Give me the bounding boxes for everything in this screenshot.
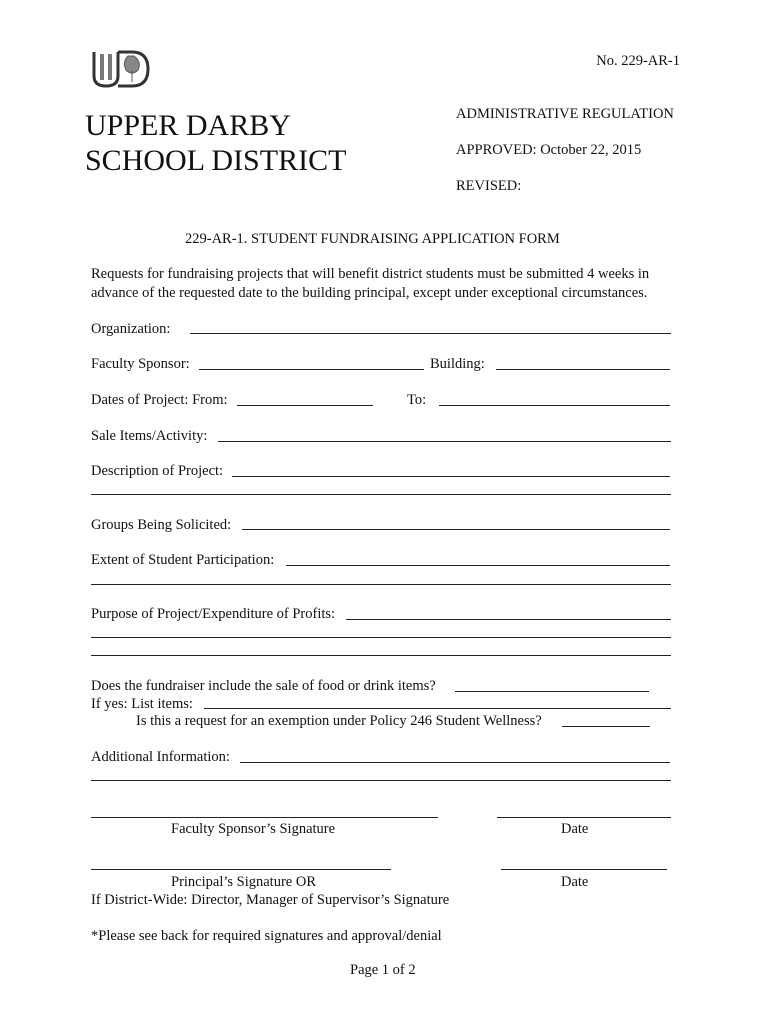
revised-label: REVISED: — [456, 178, 522, 194]
dates-from-field[interactable] — [237, 405, 373, 406]
district-name-line1: UPPER DARBY — [85, 109, 291, 142]
district-wide-label: If District-Wide: Director, Manager of Supervisor’s Signature — [91, 892, 450, 908]
exemption-label: Is this a request for an exemption under Policy 246 Student Wellness? — [136, 713, 542, 729]
principal-date-label: Date — [561, 874, 589, 890]
dates-from-label: Dates of Project: From: — [91, 392, 228, 408]
building-label: Building: — [430, 356, 485, 372]
page-number: Page 1 of 2 — [350, 962, 416, 978]
dates-to-field[interactable] — [439, 405, 670, 406]
organization-label: Organization: — [91, 321, 171, 337]
footnote: *Please see back for required signatures and approval/denial — [91, 928, 442, 944]
district-logo — [88, 46, 152, 92]
additional-info-field[interactable] — [240, 762, 670, 763]
description-field[interactable] — [232, 476, 670, 477]
exemption-field[interactable] — [562, 726, 650, 727]
sale-items-label: Sale Items/Activity: — [91, 428, 208, 444]
sale-items-field[interactable] — [218, 441, 671, 442]
faculty-date-label: Date — [561, 821, 589, 837]
purpose-field[interactable] — [346, 619, 671, 620]
extent-field[interactable] — [286, 565, 670, 566]
form-title: 229-AR-1. STUDENT FUNDRAISING APPLICATION FORM — [185, 231, 560, 247]
description-label: Description of Project: — [91, 463, 224, 479]
description-field-line-2[interactable] — [91, 494, 671, 495]
faculty-date-line[interactable] — [497, 817, 671, 818]
faculty-sponsor-label: Faculty Sponsor: — [91, 356, 190, 372]
if-yes-label: If yes: List items: — [91, 696, 193, 712]
approved-date: APPROVED: October 22, 2015 — [456, 142, 642, 158]
list-items-field[interactable] — [204, 708, 671, 709]
dates-to-label: To: — [407, 392, 427, 408]
extent-label: Extent of Student Participation: — [91, 552, 275, 568]
regulation-type: ADMINISTRATIVE REGULATION — [456, 106, 674, 122]
district-name-line2: SCHOOL DISTRICT — [85, 144, 347, 177]
principal-date-line[interactable] — [501, 869, 667, 870]
food-question-label: Does the fundraiser include the sale of food or drink items? — [91, 678, 436, 694]
principal-signature-line[interactable] — [91, 869, 391, 870]
document-number: No. 229-AR-1 — [596, 53, 680, 69]
additional-info-label: Additional Information: — [91, 749, 230, 765]
groups-field[interactable] — [242, 529, 670, 530]
intro-line-2: advance of the requested date to the building principal, except under exceptional circumstances. — [91, 285, 648, 301]
building-field[interactable] — [496, 369, 670, 370]
organization-field[interactable] — [190, 333, 671, 334]
additional-info-field-line-2[interactable] — [91, 780, 671, 781]
groups-label: Groups Being Solicited: — [91, 517, 232, 533]
faculty-signature-label: Faculty Sponsor’s Signature — [171, 821, 336, 837]
intro-line-1: Requests for fundraising projects that will benefit district students must be submitted 4 weeks in — [91, 266, 650, 282]
food-question-field[interactable] — [455, 691, 649, 692]
extent-field-line-2[interactable] — [91, 584, 671, 585]
purpose-field-line-3[interactable] — [91, 655, 671, 656]
faculty-sponsor-field[interactable] — [199, 369, 424, 370]
principal-signature-label: Principal’s Signature OR — [171, 874, 316, 890]
faculty-signature-line[interactable] — [91, 817, 438, 818]
purpose-label: Purpose of Project/Expenditure of Profits: — [91, 606, 336, 622]
purpose-field-line-2[interactable] — [91, 637, 671, 638]
